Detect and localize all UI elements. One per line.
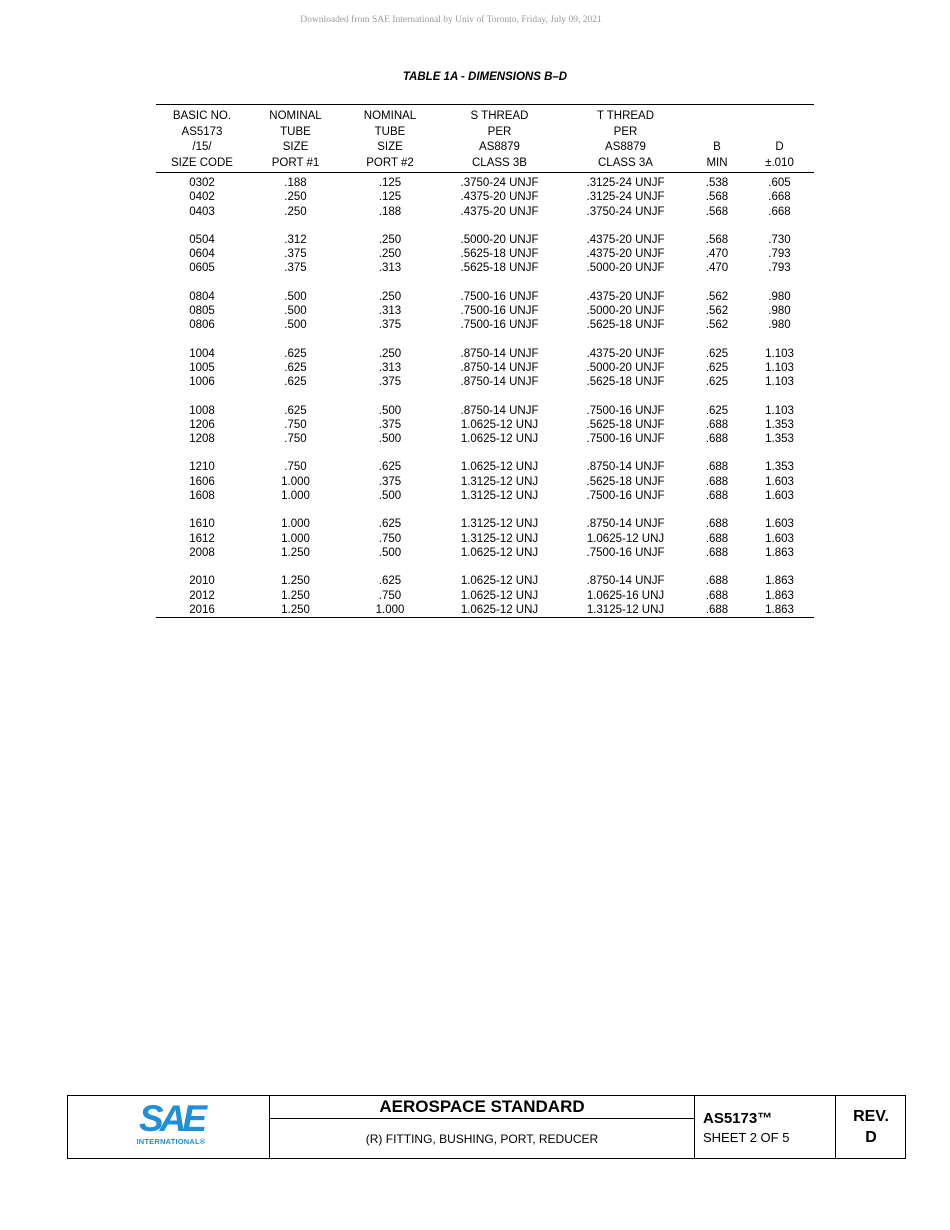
table-cell: .375 [284, 262, 307, 275]
table-cell: .5000-20 UNJF [586, 262, 665, 275]
table-cell: .4375-20 UNJF [586, 233, 665, 246]
table-cell: 1.603 [765, 518, 794, 531]
table-cell: .4375-20 UNJF [460, 205, 539, 218]
table-row [156, 532, 814, 546]
table-cell: .7500-16 UNJF [586, 490, 665, 503]
table-cell: .7500-16 UNJF [460, 290, 539, 303]
table-cell: .3750-24 UNJF [460, 177, 539, 189]
table-row [156, 589, 814, 603]
table-title: TABLE 1A - DIMENSIONS B–D [402, 71, 568, 83]
table-cell: 1.000 [343, 603, 437, 618]
table-row [156, 546, 814, 560]
column-header-line: AS8879 [479, 141, 520, 153]
group-spacer [156, 503, 814, 517]
table-cell: .250 [378, 290, 402, 303]
table-cell: .7500-16 UNJF [586, 433, 665, 446]
table-cell: .730 [768, 233, 791, 246]
table-row [156, 304, 814, 318]
table-cell: 1.603 [765, 532, 794, 545]
table-cell: .688 [705, 532, 729, 545]
table-cell: .125 [378, 177, 402, 189]
download-watermark: Downloaded from SAE International by Univ of Toronto, Friday, July 09, 2021 [300, 15, 602, 25]
column-header [343, 105, 437, 173]
table-row [156, 517, 814, 531]
table-cell: 0805 [189, 305, 215, 318]
table-cell: 0302 [189, 177, 215, 189]
group-spacer [156, 560, 814, 574]
column-header [745, 105, 814, 173]
table-cell: .793 [768, 262, 791, 275]
table-cell: .500 [284, 319, 307, 332]
table-cell: 0402 [189, 191, 215, 204]
table-cell: 1.3125-12 UNJ [460, 518, 539, 531]
table-cell: .7500-16 UNJF [460, 319, 539, 332]
spacer-cell [156, 276, 814, 290]
table-cell: 1004 [189, 347, 215, 360]
table-row [156, 574, 814, 588]
table-cell: .668 [768, 191, 791, 204]
table-cell: .5625-18 UNJF [586, 319, 665, 332]
table-cell: .313 [378, 305, 402, 318]
table-cell: 0806 [189, 319, 215, 332]
spacer-cell [156, 560, 814, 574]
table-cell: 1.353 [765, 433, 794, 446]
table-cell: .688 [705, 546, 729, 559]
table-cell: .250 [378, 347, 402, 360]
table-cell: 1.103 [765, 361, 794, 374]
sae-logo-subtext: INTERNATIONAL® [136, 1137, 206, 1146]
spacer-cell [156, 390, 814, 404]
revision-label: REV. [853, 1108, 889, 1125]
table-cell: 2010 [189, 575, 215, 588]
document-number-cell [695, 1096, 836, 1158]
table-cell: .5000-20 UNJF [460, 233, 539, 246]
table-cell: .500 [284, 290, 307, 303]
table-cell: 1.103 [765, 347, 794, 360]
column-header-line: PER [487, 125, 512, 138]
table-cell: 1.863 [765, 575, 794, 588]
table-cell: 1.0625-12 UNJ [460, 461, 539, 474]
column-header-line: T THREAD [596, 110, 655, 122]
column-header-line: AS8879 [605, 141, 646, 153]
table-cell: .125 [378, 191, 402, 204]
table-cell: .688 [705, 575, 729, 588]
table-cell: .538 [705, 177, 729, 189]
table-cell: .3750-24 UNJF [586, 205, 665, 218]
table-cell: .625 [378, 518, 402, 531]
table-cell: 1.250 [281, 589, 310, 602]
table-cell: 1.0625-12 UNJ [586, 532, 665, 545]
table-cell: .500 [378, 490, 402, 503]
table-cell: .688 [705, 518, 729, 531]
spacer-cell [156, 219, 814, 233]
table-row [156, 318, 814, 332]
table-cell: 1.603 [765, 490, 794, 503]
spacer-cell [156, 333, 814, 347]
table-cell: .980 [768, 290, 791, 303]
table-cell: .5625-18 UNJF [586, 376, 665, 389]
column-header-line: PORT #1 [271, 156, 320, 169]
table-cell: .3125-24 UNJF [586, 191, 665, 204]
table-cell: 1.863 [765, 546, 794, 559]
table-cell: 1.0625-12 UNJ [460, 546, 539, 559]
table-cell: 1612 [189, 532, 215, 545]
table-row [156, 190, 814, 204]
table-cell: .750 [378, 589, 402, 602]
table-row [156, 261, 814, 275]
table-cell: .250 [378, 248, 402, 261]
table-cell: .688 [705, 490, 729, 503]
table-cell: 1.353 [765, 461, 794, 474]
table-row [156, 233, 814, 247]
table-cell: 1.0625-12 UNJ [460, 433, 539, 446]
table-cell: .568 [705, 205, 729, 218]
table-cell: .375 [284, 248, 307, 261]
column-header-line: AS5173 [181, 125, 223, 138]
sae-logo-mark: SAE [138, 1098, 204, 1139]
table-cell: .3125-24 UNJF [586, 177, 665, 189]
table-cell: .562 [705, 319, 729, 332]
column-header-line: D [775, 141, 784, 153]
table-row [156, 489, 814, 503]
table-cell: .688 [705, 461, 729, 474]
table-cell: .568 [705, 191, 729, 204]
table-cell: .8750-14 UNJF [460, 347, 539, 360]
table-cell: 2012 [189, 589, 215, 602]
table-cell: .625 [705, 404, 729, 417]
table-cell: 1.000 [281, 532, 310, 545]
column-header-line: B [713, 141, 721, 153]
column-header-line: ±.010 [765, 156, 794, 169]
table-cell: .750 [284, 433, 307, 446]
table-cell: 1005 [189, 361, 215, 374]
group-spacer [156, 390, 814, 404]
column-header-line: SIZE [282, 141, 309, 153]
table-cell: 1.000 [281, 490, 310, 503]
table-cell: .500 [284, 305, 307, 318]
table-cell: .688 [705, 475, 729, 488]
table-cell: .5000-20 UNJF [586, 361, 665, 374]
table-cell: 1008 [189, 404, 215, 417]
column-header [156, 105, 248, 173]
table-row [156, 375, 814, 389]
table-row [156, 173, 814, 191]
dimensions-table [156, 104, 814, 618]
table-cell: 1.000 [281, 518, 310, 531]
table-cell: .625 [378, 575, 402, 588]
table-cell: 1608 [189, 490, 215, 503]
table-cell: 0804 [189, 290, 215, 303]
revision-cell [836, 1096, 906, 1158]
table-cell: 1.0625-16 UNJ [586, 589, 665, 602]
column-header-line: NOMINAL [269, 110, 322, 122]
table-cell: .500 [378, 433, 402, 446]
standard-title: AEROSPACE STANDARD [270, 1096, 694, 1119]
table-cell: .568 [705, 233, 729, 246]
table-cell: .8750-14 UNJF [586, 575, 665, 588]
table-cell: .313 [378, 361, 402, 374]
column-header [248, 105, 343, 173]
column-header [437, 105, 562, 173]
table-cell: 1.0625-12 UNJ [437, 603, 562, 618]
table-cell: 1.250 [248, 603, 343, 618]
table-row [156, 205, 814, 219]
table-cell: .375 [378, 418, 402, 431]
table-row [156, 475, 814, 489]
table-cell: 2008 [189, 546, 215, 559]
table-cell: .5625-18 UNJF [460, 262, 539, 275]
table-cell: 1.0625-12 UNJ [460, 589, 539, 602]
table-cell: 1.863 [765, 589, 794, 602]
table-cell: .688 [689, 603, 745, 618]
table-cell: .605 [768, 177, 791, 189]
table-cell: 1.250 [281, 575, 310, 588]
table-cell: .688 [705, 433, 729, 446]
table-cell: .8750-14 UNJF [586, 461, 665, 474]
table-cell: .625 [705, 347, 729, 360]
table-cell: .312 [284, 233, 307, 246]
table-cell: 1.250 [281, 546, 310, 559]
table-cell: 0403 [189, 205, 215, 218]
table-row [156, 247, 814, 261]
table-cell: .250 [378, 233, 402, 246]
table-cell: .562 [705, 290, 729, 303]
table-cell: .5625-18 UNJF [586, 475, 665, 488]
table-row [156, 347, 814, 361]
table-cell: 0605 [189, 262, 215, 275]
table-cell: .500 [378, 404, 402, 417]
document-title: (R) FITTING, BUSHING, PORT, REDUCER [365, 1132, 599, 1146]
column-header-line: S THREAD [470, 110, 529, 122]
table-cell: .313 [378, 262, 402, 275]
table-cell: .470 [705, 248, 729, 261]
table-cell: 1006 [189, 376, 215, 389]
column-header [562, 105, 689, 173]
table-cell: 1.3125-12 UNJ [562, 603, 689, 618]
table-cell: 1.0625-12 UNJ [460, 418, 539, 431]
table-row [156, 418, 814, 432]
table-cell: .4375-20 UNJF [586, 248, 665, 261]
table-cell: .8750-14 UNJF [460, 376, 539, 389]
table-cell: .625 [284, 347, 307, 360]
column-header-line: PORT #2 [366, 156, 414, 169]
table-cell: .5625-18 UNJF [460, 248, 539, 261]
column-header-line: TUBE [280, 125, 311, 138]
table-cell: .750 [284, 461, 307, 474]
group-spacer [156, 446, 814, 460]
table-cell: 1.3125-12 UNJ [460, 532, 539, 545]
table-cell: .750 [378, 532, 402, 545]
table-cell: .375 [378, 319, 402, 332]
column-header-line: PER [613, 125, 638, 138]
table-cell: 2016 [156, 603, 248, 618]
table-cell: .188 [284, 177, 307, 189]
column-header-line: SIZE CODE [171, 156, 233, 169]
spacer-cell [156, 446, 814, 460]
table-cell: .980 [768, 305, 791, 318]
table-cell: .793 [768, 248, 791, 261]
table-cell: 1.3125-12 UNJ [460, 475, 539, 488]
table-body [156, 173, 814, 618]
table-cell: 1.103 [765, 404, 794, 417]
table-cell: .375 [378, 475, 402, 488]
table-cell: .562 [705, 305, 729, 318]
group-spacer [156, 276, 814, 290]
table-row [156, 361, 814, 375]
table-cell: .375 [378, 376, 402, 389]
table-row [156, 404, 814, 418]
sae-logo [136, 1098, 206, 1151]
table-cell: .5625-18 UNJF [586, 418, 665, 431]
table-cell: .625 [284, 361, 307, 374]
table-cell: .688 [705, 589, 729, 602]
sheet-number: SHEET 2 OF 5 [703, 1130, 790, 1145]
table-cell: 1.000 [281, 475, 310, 488]
table-cell: .980 [768, 319, 791, 332]
table-cell: 1210 [189, 461, 215, 474]
table-cell: .8750-14 UNJF [460, 361, 539, 374]
column-header-line: CLASS 3B [472, 156, 527, 169]
header-row [156, 105, 814, 173]
table-cell: 1.103 [765, 376, 794, 389]
column-header-line: SIZE [377, 141, 403, 153]
table-row [156, 290, 814, 304]
column-header-line: BASIC NO. [172, 110, 232, 122]
table-cell: 1606 [189, 475, 215, 488]
table-row [156, 460, 814, 474]
table-cell: .500 [378, 546, 402, 559]
table-cell: 1.0625-12 UNJ [460, 575, 539, 588]
group-spacer [156, 219, 814, 233]
table-cell: .4375-20 UNJF [460, 191, 539, 204]
table-cell: .688 [705, 418, 729, 431]
table-cell: .625 [378, 461, 402, 474]
column-header-line: /15/ [192, 141, 212, 153]
column-header [689, 105, 745, 173]
table-cell: 0604 [189, 248, 215, 261]
column-header-line: CLASS 3A [598, 156, 653, 169]
spacer-cell [156, 503, 814, 517]
table-cell: .250 [284, 205, 307, 218]
table-cell: .7500-16 UNJF [586, 404, 665, 417]
document-number: AS5173™ [703, 1110, 773, 1127]
table-cell: .625 [705, 361, 729, 374]
table-row [156, 603, 814, 618]
table-cell: .668 [768, 205, 791, 218]
group-spacer [156, 333, 814, 347]
table-cell: .470 [705, 262, 729, 275]
column-header-line: MIN [706, 156, 728, 169]
logo-cell [68, 1096, 270, 1158]
table-cell: 1610 [189, 518, 215, 531]
table-cell: .8750-14 UNJF [586, 518, 665, 531]
table-cell: 1.3125-12 UNJ [460, 490, 539, 503]
table-cell: .250 [284, 191, 307, 204]
table-cell: .4375-20 UNJF [586, 290, 665, 303]
table-row [156, 432, 814, 446]
column-header-line: NOMINAL [363, 110, 417, 122]
table-cell: 1.353 [765, 418, 794, 431]
table-cell: .750 [284, 418, 307, 431]
table-cell: .625 [284, 404, 307, 417]
table-cell: .5000-20 UNJF [586, 305, 665, 318]
table-cell: 1.863 [745, 603, 814, 618]
table-cell: .7500-16 UNJF [460, 305, 539, 318]
table-cell: .188 [378, 205, 402, 218]
title-cell [270, 1096, 695, 1158]
table-cell: 1206 [189, 418, 215, 431]
column-header-line: TUBE [374, 125, 406, 138]
table-cell: 0504 [189, 233, 215, 246]
title-block [67, 1095, 906, 1159]
table-cell: .7500-16 UNJF [586, 546, 665, 559]
table-cell: .8750-14 UNJF [460, 404, 539, 417]
table-cell: .625 [284, 376, 307, 389]
table-cell: .4375-20 UNJF [586, 347, 665, 360]
table-cell: .625 [705, 376, 729, 389]
revision-value: D [865, 1129, 877, 1146]
table-cell: 1.603 [765, 475, 794, 488]
table-cell: 1208 [189, 433, 215, 446]
